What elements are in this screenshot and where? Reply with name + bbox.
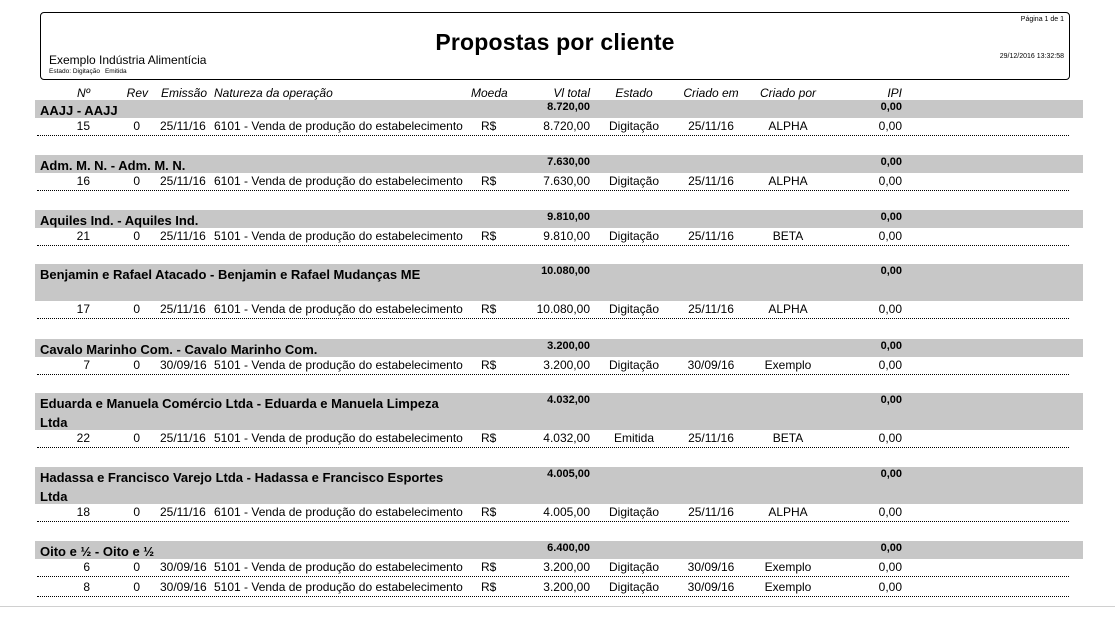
client-group	[35, 155, 1083, 173]
cell-ipi: 0,00	[878, 229, 902, 243]
client-name: Hadassa e Francisco Varejo Ltda - Hadassa e Francisco Esportes Ltda	[40, 470, 444, 504]
cell-emissao: 25/11/16	[160, 229, 206, 243]
proposal-row[interactable]	[0, 173, 1115, 191]
cell-moeda: R$	[481, 119, 497, 133]
cell-estado: Digitação	[608, 580, 660, 594]
cell-rev: 0	[133, 229, 140, 243]
cell-estado: Digitação	[608, 119, 660, 133]
cell-total: 10.080,00	[536, 302, 590, 316]
cell-natureza: 5101 - Venda de produção do estabelecimento	[214, 580, 463, 594]
proposal-row[interactable]	[0, 228, 1115, 246]
cell-natureza: 5101 - Venda de produção do estabelecimento	[214, 229, 463, 243]
cell-ipi: 0,00	[878, 431, 902, 445]
cell-moeda: R$	[481, 580, 497, 594]
client-total: 4.005,00	[547, 468, 590, 480]
cell-criado-por: BETA	[772, 229, 804, 243]
col-ipi: IPI	[887, 86, 902, 100]
cell-ipi: 0,00	[878, 505, 902, 519]
client-group	[35, 264, 1083, 301]
cell-estado: Emitida	[613, 431, 654, 445]
proposal-row[interactable]	[0, 357, 1115, 375]
cell-total: 3.200,00	[543, 358, 590, 372]
company-name: Exemplo Indústria Alimentícia	[49, 53, 207, 67]
cell-num: 8	[83, 580, 90, 594]
cell-ipi: 0,00	[878, 358, 902, 372]
cell-criado-em: 25/11/16	[688, 302, 734, 316]
cell-estado: Digitação	[608, 358, 660, 372]
cell-emissao: 25/11/16	[160, 431, 206, 445]
cell-emissao: 30/09/16	[160, 580, 207, 594]
cell-moeda: R$	[481, 431, 497, 445]
client-name: Oito e ½ - Oito e ½	[40, 544, 155, 559]
client-name: Eduarda e Manuela Comércio Ltda - Eduarda e Manuela Limpeza Ltda	[40, 396, 439, 430]
col-criado-por: Criado por	[759, 86, 817, 100]
cell-natureza: 6101 - Venda de produção do estabelecimento	[214, 119, 463, 133]
cell-rev: 0	[133, 560, 140, 574]
cell-criado-por: Exemplo	[764, 358, 812, 372]
col-natureza: Natureza da operação	[214, 86, 333, 100]
cell-rev: 0	[133, 580, 140, 594]
cell-estado: Digitação	[608, 174, 660, 188]
row-separator	[37, 447, 1069, 448]
cell-estado: Digitação	[608, 560, 660, 574]
cell-num: 22	[76, 431, 90, 445]
cell-natureza: 5101 - Venda de produção do estabelecimento	[214, 560, 463, 574]
client-name: Benjamin e Rafael Atacado - Benjamin e Rafael Mudanças ME	[40, 267, 421, 282]
client-group	[35, 393, 1083, 430]
cell-rev: 0	[133, 431, 140, 445]
client-group	[35, 100, 1083, 118]
filter-label: Estado: Digitação	[49, 68, 100, 75]
client-name: Adm. M. N. - Adm. M. N.	[40, 158, 186, 173]
cell-criado-por: BETA	[772, 431, 804, 445]
cell-natureza: 5101 - Venda de produção do estabelecimento	[214, 358, 463, 372]
cell-emissao: 30/09/16	[160, 358, 207, 372]
cell-ipi: 0,00	[878, 302, 902, 316]
cell-emissao: 25/11/16	[160, 119, 206, 133]
client-ipi: 0,00	[880, 542, 902, 554]
report-header	[40, 12, 1070, 80]
cell-moeda: R$	[481, 560, 497, 574]
cell-moeda: R$	[481, 358, 497, 372]
client-group	[35, 210, 1083, 228]
page-number: Página 1 de 1	[1020, 16, 1064, 23]
cell-moeda: R$	[481, 505, 497, 519]
cell-estado: Digitação	[608, 505, 660, 519]
page-bottom-line	[0, 606, 1115, 607]
col-total: Vl total	[553, 86, 590, 100]
cell-rev: 0	[133, 174, 140, 188]
cell-total: 8.720,00	[543, 119, 590, 133]
client-ipi: 0,00	[880, 156, 902, 168]
proposal-row[interactable]	[0, 579, 1115, 597]
client-group	[35, 339, 1083, 357]
report-title: Propostas por cliente	[435, 29, 675, 55]
client-total: 9.810,00	[547, 211, 590, 223]
cell-moeda: R$	[481, 174, 497, 188]
cell-criado-por: Exemplo	[764, 560, 812, 574]
cell-num: 7	[83, 358, 90, 372]
cell-estado: Digitação	[608, 229, 660, 243]
status-filter	[49, 68, 132, 75]
cell-ipi: 0,00	[878, 580, 902, 594]
cell-criado-em: 25/11/16	[688, 174, 734, 188]
cell-criado-por: ALPHA	[768, 505, 808, 519]
client-total: 3.200,00	[547, 340, 590, 352]
client-ipi: 0,00	[880, 265, 902, 277]
client-ipi: 0,00	[880, 394, 902, 406]
client-total: 7.630,00	[547, 156, 590, 168]
col-moeda: Moeda	[471, 86, 508, 100]
cell-criado-por: Exemplo	[764, 580, 812, 594]
client-group	[35, 467, 1083, 504]
cell-criado-em: 25/11/16	[688, 431, 734, 445]
col-rev: Rev	[126, 86, 148, 100]
cell-rev: 0	[133, 358, 140, 372]
cell-emissao: 25/11/16	[160, 505, 206, 519]
cell-emissao: 25/11/16	[160, 302, 206, 316]
cell-criado-em: 30/09/16	[687, 580, 735, 594]
client-total: 4.032,00	[547, 394, 590, 406]
cell-criado-em: 25/11/16	[688, 505, 734, 519]
column-headers	[0, 86, 1115, 100]
proposal-row[interactable]	[0, 430, 1115, 448]
cell-natureza: 6101 - Venda de produção do estabelecimento	[214, 302, 463, 316]
filter-value: Emitida	[104, 68, 127, 75]
cell-emissao: 25/11/16	[160, 174, 206, 188]
client-name: Aquiles Ind. - Aquiles Ind.	[40, 213, 199, 228]
cell-num: 18	[76, 505, 90, 519]
proposal-row[interactable]	[0, 301, 1115, 319]
cell-estado: Digitação	[608, 302, 660, 316]
client-total: 10.080,00	[541, 265, 590, 277]
cell-natureza: 6101 - Venda de produção do estabelecimento	[214, 174, 463, 188]
client-group	[35, 541, 1083, 559]
cell-rev: 0	[133, 505, 140, 519]
cell-rev: 0	[133, 119, 140, 133]
cell-rev: 0	[133, 302, 140, 316]
client-ipi: 0,00	[880, 468, 902, 480]
cell-moeda: R$	[481, 302, 497, 316]
col-criado-em: Criado em	[683, 86, 739, 100]
cell-criado-por: ALPHA	[768, 302, 808, 316]
client-ipi: 0,00	[880, 101, 902, 113]
cell-total: 4.005,00	[543, 505, 590, 519]
client-ipi: 0,00	[880, 211, 902, 223]
cell-emissao: 30/09/16	[160, 560, 207, 574]
report-datetime: 29/12/2016 13:32:58	[999, 53, 1064, 60]
cell-ipi: 0,00	[878, 560, 902, 574]
client-name: AAJJ - AAJJ	[40, 103, 118, 118]
col-emissao: Emissão	[161, 86, 208, 100]
cell-total: 3.200,00	[543, 580, 590, 594]
cell-num: 15	[76, 119, 90, 133]
client-ipi: 0,00	[880, 340, 902, 352]
cell-num: 16	[76, 174, 90, 188]
cell-criado-em: 30/09/16	[687, 560, 735, 574]
row-separator	[37, 135, 1069, 136]
cell-total: 3.200,00	[543, 560, 590, 574]
cell-natureza: 5101 - Venda de produção do estabelecimento	[214, 431, 463, 445]
cell-criado-por: ALPHA	[768, 119, 808, 133]
proposal-row[interactable]	[0, 504, 1115, 522]
cell-criado-em: 30/09/16	[687, 358, 735, 372]
cell-moeda: R$	[481, 229, 497, 243]
cell-criado-em: 25/11/16	[688, 119, 734, 133]
row-separator	[37, 190, 1069, 191]
cell-num: 17	[76, 302, 90, 316]
cell-criado-por: ALPHA	[768, 174, 808, 188]
proposal-row[interactable]	[0, 118, 1115, 136]
client-total: 8.720,00	[547, 101, 590, 113]
cell-ipi: 0,00	[878, 174, 902, 188]
row-separator	[37, 521, 1069, 522]
row-separator	[37, 318, 1069, 319]
cell-total: 4.032,00	[543, 431, 590, 445]
proposal-row[interactable]	[0, 559, 1115, 577]
col-num: Nº	[76, 86, 90, 100]
cell-natureza: 6101 - Venda de produção do estabelecimento	[214, 505, 463, 519]
client-name: Cavalo Marinho Com. - Cavalo Marinho Com.	[40, 342, 318, 357]
cell-num: 21	[76, 229, 90, 243]
row-separator	[37, 245, 1069, 246]
cell-total: 9.810,00	[543, 229, 590, 243]
cell-num: 6	[83, 560, 90, 574]
col-estado: Estado	[615, 86, 653, 100]
row-separator	[37, 374, 1069, 375]
cell-total: 7.630,00	[543, 174, 590, 188]
row-separator	[37, 576, 1069, 577]
cell-criado-em: 25/11/16	[688, 229, 734, 243]
row-separator	[37, 596, 1069, 597]
client-total: 6.400,00	[547, 542, 590, 554]
cell-ipi: 0,00	[878, 119, 902, 133]
